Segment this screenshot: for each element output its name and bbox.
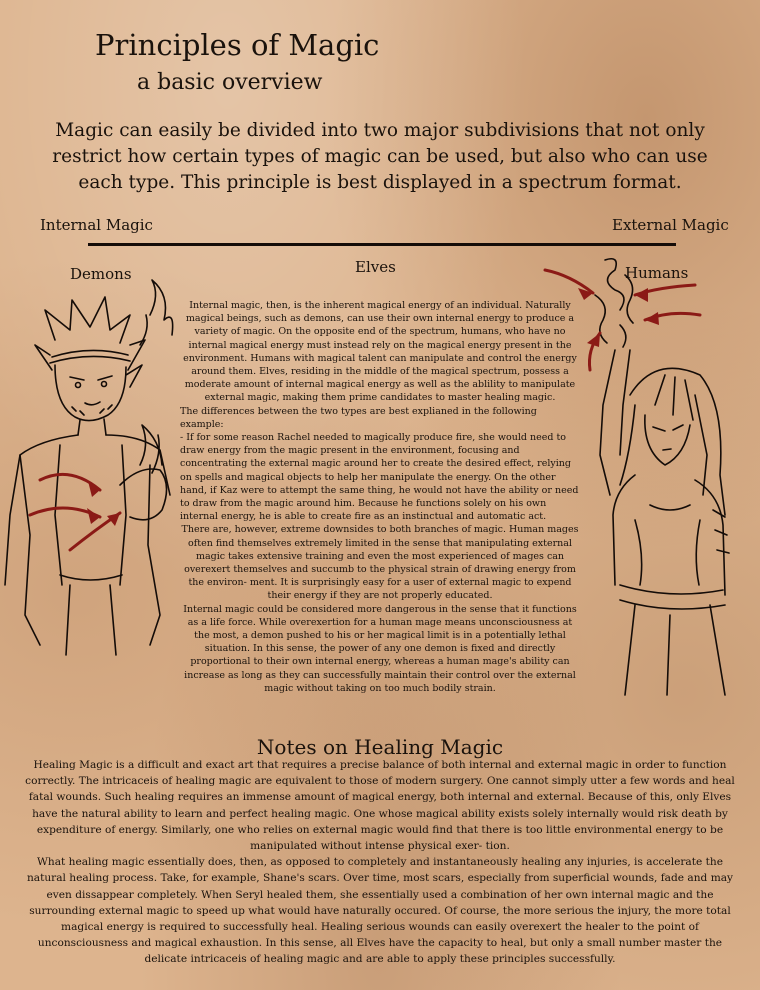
humans-label: Humans xyxy=(625,264,689,282)
body-paragraph-internal-magic: Internal magic, then, is the inherent magical energy of an individual. Naturally magical beings, such as demons, can use their own internal energy to produce a variety of magic. On the opposite end of the spectrum, humans, who have no internal magical energy must instead rely on the magical energy present in the environment. Humans with magical talent can manipulate and control the energy around them. Elves, residing in the middle of the magical spectrum, possess a moderate amount of internal magical energy as well as the ablility to manipulate external magic, making them prime candidates to master healing magic. xyxy=(183,300,577,404)
spectrum-explanation xyxy=(180,299,580,695)
spectrum-line xyxy=(88,243,676,246)
body-paragraph-example: - If for some reason Rachel needed to magically produce fire, she would need to draw energy from the magic present in the environment, focusing and concentrating the external magic around her to create the desired effect, relying on spells and magical objects to help her manipulate the energy. On the other hand, if Kaz were to attempt the same thing, he would not have the ability or need to draw from the magic around him. Because he functions solely on his own internal energy, he is able to create fire as an instinctual and automatic act. xyxy=(180,432,579,523)
page-title: Principles of Magic xyxy=(95,28,380,62)
human-sketch-icon xyxy=(575,255,755,705)
healing-paragraph-2: What healing magic essentially does, then, as opposed to completely and instantaneously healing any injuries, is accelerate the natural healing process. Take, for example, Shane's scars. Over time, most scars, especially from superficial wounds, fade and may even dissappear completely. When Seryl healed them, she essentially used a combination of her own internal magic and the surrounding external magic to speed up what would have naturally occured. Of course, the more serious the injury, the more total magical energy is required to successfully heal. Healing serious wounds can easily overexert the healer to the point of unconsciousness and magical exhaustion. In this sense, all Elves have the capacity to heal, but only a small number master the delicate intricaceis of healing magic and are able to apply these principles successfully. xyxy=(26,856,734,966)
body-paragraph-differences: The differences between the two types are best explianed in the following example: xyxy=(180,405,537,430)
internal-magic-label: Internal Magic xyxy=(40,216,153,234)
demon-sketch-icon xyxy=(0,285,190,665)
body-paragraph-downsides: There are, however, extreme downsides to both branches of magic. Human mages often find themselves extremely limited in the sense that manipulating external magic takes extensive training and even the most experienced of mages can overexert themselves and succumb to the physical strain of drawing energy from the environ- ment. It is surprisingly easy for a user of external magic to expend their energy if they are not properly educated. xyxy=(181,524,579,602)
healing-heading: Notes on Healing Magic xyxy=(256,735,504,759)
body-paragraph-internal-danger: Internal magic could be considered more dangerous in the sense that it functions as a life force. While overexertion for a human mage means unconsciousness at the most, a demon pushed to his or her magical limit is in a potentially lethal situation. In this sense, the power of any one demon is fixed and directly proportional to their own internal energy, whereas a human mage's ability can increase as long as they can successfully maintain their control over the external magic without taking on too much bodily strain. xyxy=(183,603,577,694)
demons-label: Demons xyxy=(70,265,132,283)
external-magic-label: External Magic xyxy=(612,216,729,234)
healing-notes xyxy=(20,757,740,968)
intro-paragraph: Magic can easily be divided into two major subdivisions that not only restrict how certain types of magic can be used, but also who can use each type. This principle is best displayed in a spectrum format. xyxy=(52,120,708,193)
healing-paragraph-1: Healing Magic is a difficult and exact art that requires a precise balance of both internal and external magic in order to function correctly. The intricaceis of healing magic are equivalent to those of modern surgery. One cannot simply utter a few words and heal fatal wounds. Such healing requires an immense amount of magical energy, both internal and external. Because of this, only Elves have the natural ability to learn and perfect healing magic. One whose magical ability exists solely internally would risk death by expenditure of energy. Similarly, one who relies on external magic would find that there is too little environmental energy to be manipulated without intense physical exer- tion. xyxy=(25,759,735,853)
elves-label: Elves xyxy=(355,258,396,276)
page-subtitle: a basic overview xyxy=(137,70,323,95)
